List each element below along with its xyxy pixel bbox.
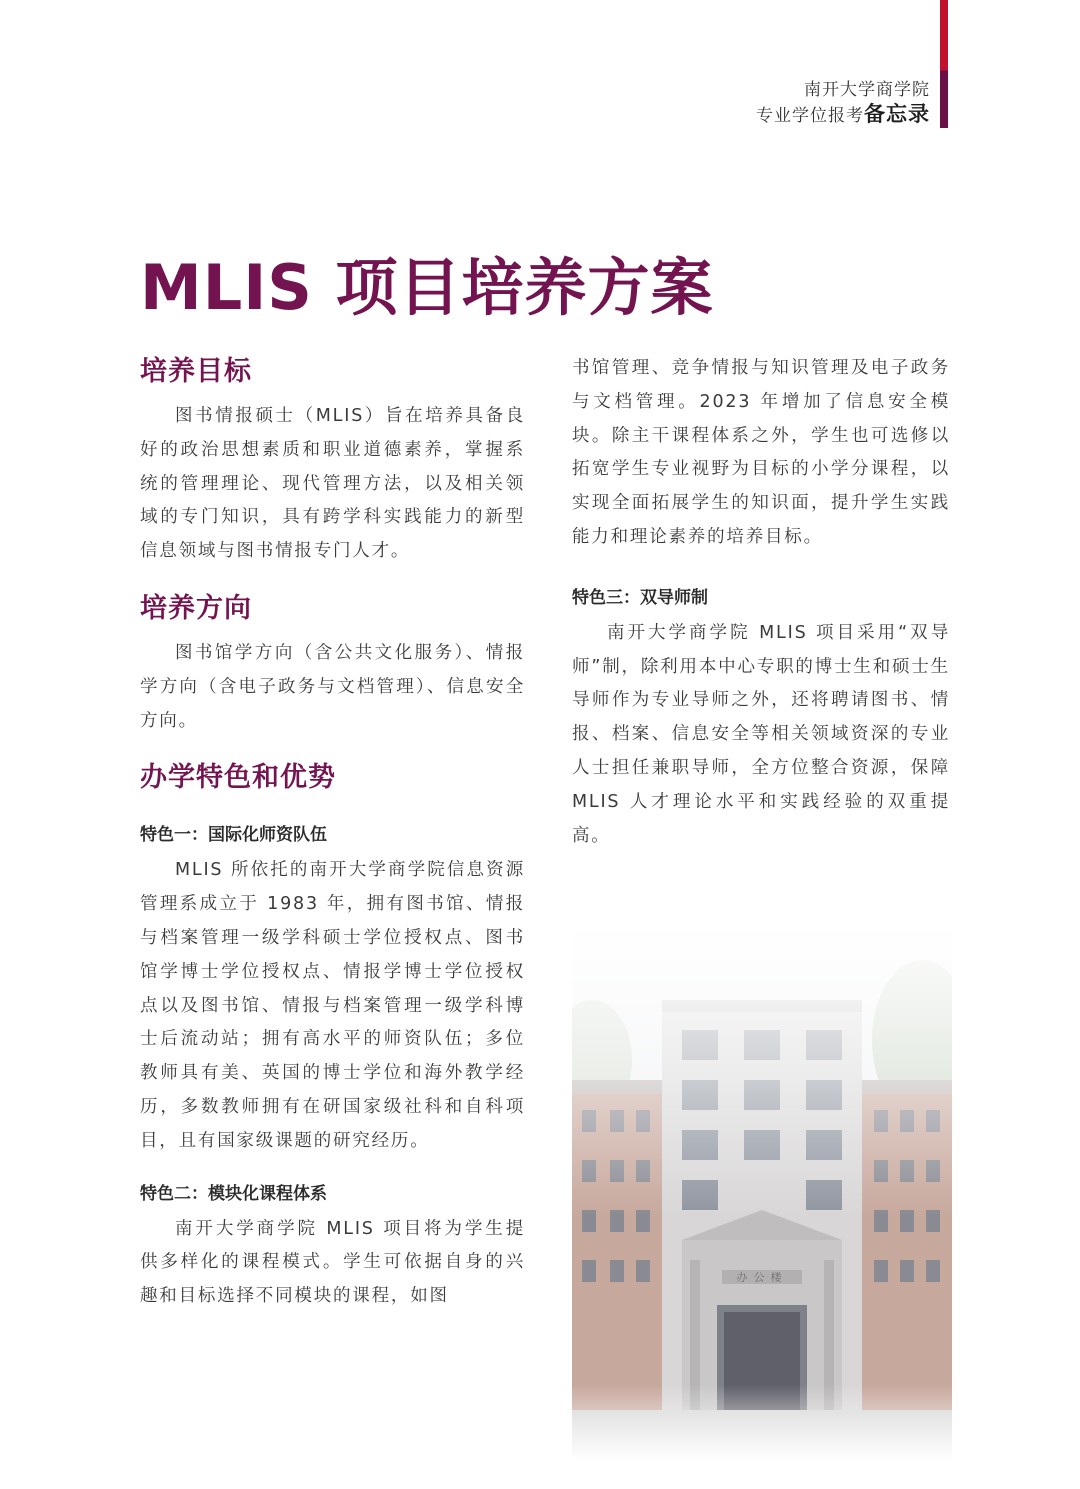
- header-school-name: 南开大学商学院: [804, 80, 930, 100]
- feature-one-title: 特色一：国际化师资队伍: [140, 825, 327, 846]
- right-column: [572, 352, 950, 853]
- left-column: [140, 352, 525, 1314]
- section-heading-direction: 培养方向: [140, 592, 252, 624]
- building-illustration: [572, 920, 952, 1460]
- feature-three-text: 南开大学商学院 MLIS 项目采用“双导师”制，除利用本中心专职的博士生和硕士生导师作为专业导师之外，还将聘请图书、情报、档案、信息安全等相关领域资深的专业人士担任兼职导师，全方位整合资源，保障 MLIS 人才理论水平和实践经验的双重提高。: [572, 622, 950, 846]
- feature-two-text-part1: 南开大学商学院 MLIS 项目将为学生提供多样化的课程模式。学生可依据自身的兴趣和目标选择不同模块的课程，如图: [140, 1218, 525, 1307]
- header: [756, 78, 930, 128]
- header-subtitle: [756, 102, 930, 128]
- direction-text: 图书馆学方向（含公共文化服务）、情报学方向（含电子政务与文档管理）、信息安全方向。: [140, 642, 525, 731]
- goal-text: 图书情报硕士（MLIS）旨在培养具备良好的政治思想素质和职业道德素养，掌握系统的管理理论、现代管理方法，以及相关领域的专门知识，具有跨学科实践能力的新型信息领域与图书情报专门人才。: [140, 406, 525, 562]
- feature-two-text-part2: 书馆管理、竞争情报与知识管理及电子政务与文档管理。2023 年增加了信息安全模块。除主干课程体系之外，学生也可选修以拓宽学生专业视野为目标的小学分课程，以实现全面拓展学生的知识面，提升学生实践能力和理论素养的培养目标。: [572, 358, 950, 547]
- feature-two-title: 特色二：模块化课程体系: [140, 1183, 327, 1204]
- header-subtitle-prefix: 专业学位报考: [756, 106, 864, 126]
- feature-three-title: 特色三：双导师制: [572, 587, 708, 608]
- office-building-photo: [572, 920, 952, 1460]
- section-heading-goal: 培养目标: [140, 356, 252, 387]
- header-accent-bar: [940, 0, 948, 128]
- page-title: MLIS 项目培养方案: [140, 251, 714, 324]
- header-subtitle-bold: 备忘录: [864, 102, 930, 126]
- feature-one-text: MLIS 所依托的南开大学商学院信息资源管理系成立于 1983 年，拥有图书馆、情报与档案管理一级学科硕士学位授权点、图书馆学博士学位授权点、情报学博士学位授权点以及图书馆、情报与档案管理一级学科博士后流动站；拥有高水平的师资队伍；多位教师具有美、英国的博士学位和海外教学经历，多数教师拥有在研国家级社科和自科项目，且有国家级课题的研究经历。: [140, 860, 525, 1151]
- section-heading-features: 办学特色和优势: [140, 762, 336, 794]
